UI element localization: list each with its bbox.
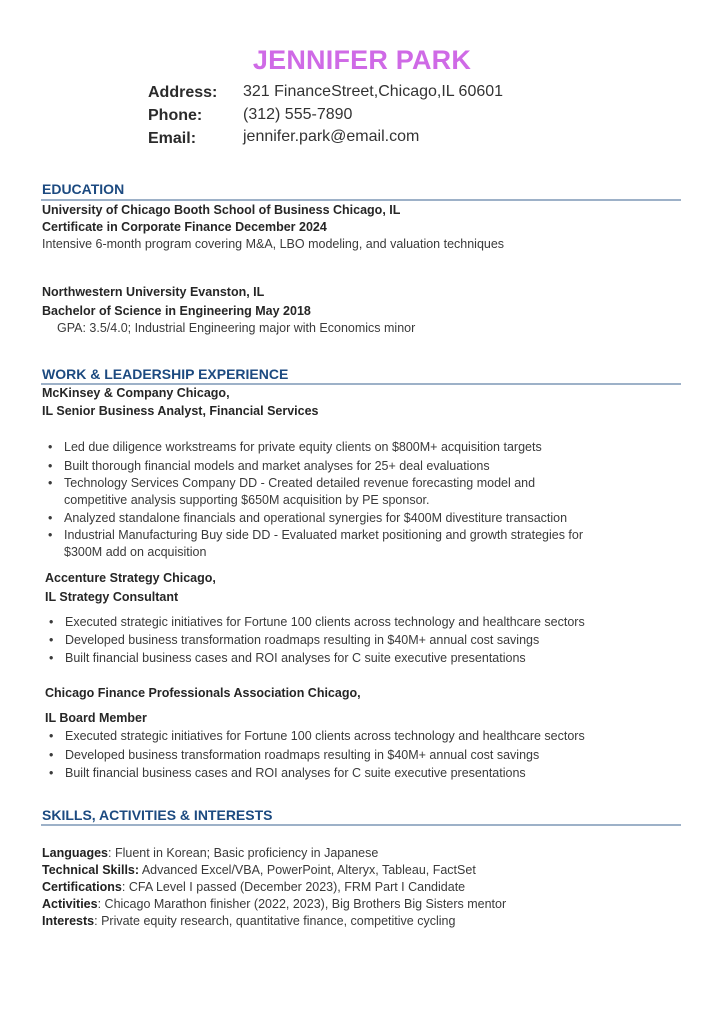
bullet-item: • Technology Services Company DD - Created detailed revenue forecasting model and — [48, 476, 536, 490]
section-divider — [41, 383, 681, 385]
education-degree: Bachelor of Science in Engineering May 2018 — [42, 304, 311, 318]
bullet-dot-icon: • — [48, 476, 53, 490]
job-company: McKinsey & Company Chicago, — [42, 386, 230, 400]
job-role: IL Board Member — [45, 711, 147, 725]
skill-line-certifications: Certifications: CFA Level I passed (December 2023), FRM Part I Candidate — [42, 880, 466, 894]
section-divider — [41, 199, 681, 201]
phone-label: Phone: — [148, 107, 203, 124]
bullet-dot-icon: • — [49, 651, 54, 665]
skill-line-interests: Interests: Private equity research, quantitative finance, competitive cycling — [42, 914, 456, 928]
phone-value: (312) 555-7890 — [243, 106, 353, 123]
bullet-item: • Led due diligence workstreams for private equity clients on $800M+ acquisition targets — [48, 440, 542, 454]
bullet-dot-icon: • — [48, 459, 53, 473]
bullet-dot-icon: • — [48, 511, 53, 525]
skill-line-technical: Technical Skills: Advanced Excel/VBA, PowerPoint, Alteryx, Tableau, FactSet — [42, 863, 476, 877]
address-label: Address: — [148, 84, 218, 101]
section-title-education: EDUCATION — [42, 181, 125, 197]
bullet-item: • Developed business transformation roadmaps resulting in $40M+ annual cost savings — [49, 748, 540, 762]
email-label: Email: — [148, 130, 197, 147]
bullet-item: • Built financial business cases and ROI analyses for C suite executive presentations — [49, 651, 526, 665]
education-school: University of Chicago Booth School of Business Chicago, IL — [42, 203, 401, 217]
skill-line-languages: Languages: Fluent in Korean; Basic proficiency in Japanese — [42, 846, 379, 860]
bullet-item: • Analyzed standalone financials and operational synergies for $400M divestiture transaction — [48, 511, 568, 525]
bullet-item: • Built financial business cases and ROI analyses for C suite executive presentations — [49, 766, 526, 780]
education-degree: Certificate in Corporate Finance December 2024 — [42, 220, 327, 234]
bullet-item: • Industrial Manufacturing Buy side DD - Evaluated market positioning and growth strategies for — [48, 528, 584, 542]
bullet-dot-icon: • — [49, 729, 54, 743]
bullet-continuation: $300M add on acquisition — [64, 545, 207, 559]
candidate-name: JENNIFER PARK — [252, 45, 472, 75]
skill-line-activities: Activities: Chicago Marathon finisher (2022, 2023), Big Brothers Big Sisters mentor — [42, 897, 507, 911]
bullet-dot-icon: • — [49, 766, 54, 780]
job-role: IL Senior Business Analyst, Financial Services — [42, 404, 319, 418]
bullet-item: • Executed strategic initiatives for Fortune 100 clients across technology and healthcare sectors — [49, 615, 585, 629]
education-detail: GPA: 3.5/4.0; Industrial Engineering major with Economics minor — [57, 321, 416, 335]
section-divider — [41, 824, 681, 826]
bullet-dot-icon: • — [48, 440, 53, 454]
job-role: IL Strategy Consultant — [45, 590, 179, 604]
bullet-item: • Executed strategic initiatives for Fortune 100 clients across technology and healthcare sectors — [49, 729, 585, 743]
section-title-skills: SKILLS, ACTIVITIES & INTERESTS — [42, 807, 273, 823]
education-detail: Intensive 6-month program covering M&A, LBO modeling, and valuation techniques — [42, 237, 505, 251]
bullet-item: • Built thorough financial models and market analyses for 25+ deal evaluations — [48, 459, 490, 473]
email-value[interactable]: jennifer.park@email.com — [243, 128, 420, 145]
bullet-item: • Developed business transformation roadmaps resulting in $40M+ annual cost savings — [49, 633, 540, 647]
bullet-continuation: competitive analysis supporting $650M acquisition by PE sponsor. — [64, 493, 430, 507]
education-school: Northwestern University Evanston, IL — [42, 285, 265, 299]
job-company: Accenture Strategy Chicago, — [45, 571, 216, 585]
bullet-dot-icon: • — [49, 615, 54, 629]
bullet-dot-icon: • — [49, 633, 54, 647]
bullet-dot-icon: • — [48, 528, 53, 542]
section-title-experience: WORK & LEADERSHIP EXPERIENCE — [42, 366, 289, 382]
bullet-dot-icon: • — [49, 748, 54, 762]
job-company: Chicago Finance Professionals Association Chicago, — [45, 686, 361, 700]
address-value: 321 FinanceStreet,Chicago,IL 60601 — [243, 83, 504, 100]
